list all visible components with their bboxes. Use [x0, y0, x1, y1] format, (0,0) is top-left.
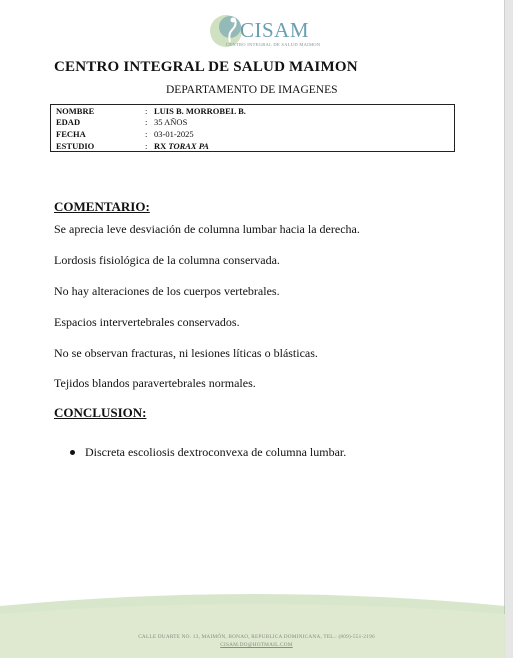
- conclusion-item: Discreta escoliosis dextroconvexa de columna lumbar.: [85, 445, 347, 459]
- info-label: NOMBRE: [56, 106, 95, 116]
- logo-name: CISAM: [240, 18, 310, 42]
- info-value-date: 03-01-2025: [154, 129, 194, 139]
- comentario-heading: COMENTARIO:: [54, 199, 150, 214]
- clinic-logo: [196, 10, 326, 54]
- info-colon: :: [145, 117, 148, 127]
- info-value-name: LUIS B. MORROBEL B.: [154, 106, 246, 116]
- info-label: EDAD: [56, 117, 81, 127]
- department-title: DEPARTAMENTO DE IMAGENES: [166, 84, 338, 96]
- comentario-line: Tejidos blandos paravertebrales normales.: [54, 376, 256, 390]
- info-colon: :: [145, 141, 148, 151]
- info-value-age: 35 AÑOS: [154, 117, 188, 127]
- comentario-line: Se aprecia leve desviación de columna lumbar hacia la derecha.: [54, 222, 360, 236]
- logo-tagline: CENTRO INTEGRAL DE SALUD MAIMON: [226, 42, 321, 47]
- info-value-study: [154, 141, 209, 151]
- info-label: FECHA: [56, 129, 86, 139]
- info-colon: :: [145, 106, 148, 116]
- study-name: TORAX PA: [168, 141, 209, 151]
- info-colon: :: [145, 129, 148, 139]
- page-edge: [504, 0, 513, 658]
- comentario-line: No se observan fracturas, ni lesiones líticas o blásticas.: [54, 346, 318, 360]
- comentario-line: Lordosis fisiológica de la columna conservada.: [54, 253, 280, 267]
- comentario-line: No hay alteraciones de los cuerpos vertebrales.: [54, 284, 280, 298]
- bullet-icon: [70, 450, 75, 455]
- comentario-line: Espacios intervertebrales conservados.: [54, 315, 240, 329]
- page-title: CENTRO INTEGRAL DE SALUD MAIMON: [54, 59, 358, 75]
- footer-address: CALLE DUARTE NO. 13, MAIMÓN, BONAO, REPUBLICA DOMINICANA, TEL.: (809)-551-2196: [138, 634, 375, 640]
- info-label: ESTUDIO: [56, 141, 95, 151]
- conclusion-heading: CONCLUSION:: [54, 405, 147, 420]
- study-prefix: RX: [154, 141, 167, 151]
- patient-info-box: [50, 104, 455, 152]
- footer-email-link[interactable]: CISAM.DO@HOTMAIL.COM: [220, 642, 293, 648]
